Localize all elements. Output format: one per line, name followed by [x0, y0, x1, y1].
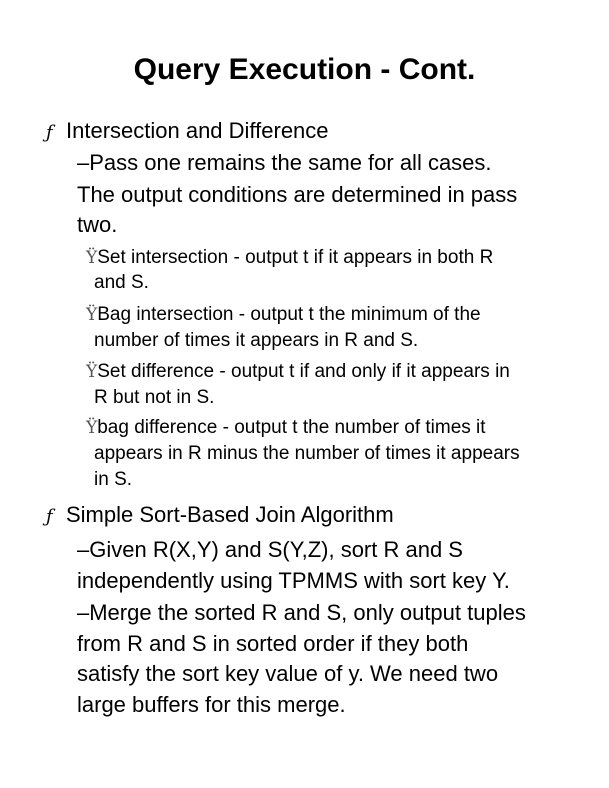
subitem-text-line: appears in R minus the number of times it appears: [94, 443, 520, 464]
bullet-icon: ƒ: [46, 506, 53, 527]
section-heading-text: Simple Sort-Based Join Algorithm: [66, 502, 394, 527]
bullet-icon: Ÿ: [86, 418, 98, 438]
slide-title: Query Execution - Cont.: [133, 53, 476, 86]
subitem-set-intersection: [86, 247, 493, 269]
section-heading-sort-join: [46, 502, 394, 530]
subitem-text-line: Bag intersection - output t the minimum of the: [97, 304, 481, 325]
subitem-text-line: R but not in S.: [94, 387, 215, 408]
subitem-bag-difference: [86, 417, 486, 439]
item-text-line: two.: [77, 212, 118, 237]
item-text-line: –Pass one remains the same for all cases.: [77, 150, 492, 175]
subitem-text-line: bag difference - output t the number of times it: [97, 417, 486, 438]
subitem-text-line: and S.: [94, 272, 149, 293]
subitem-bag-intersection: [86, 304, 481, 326]
subitem-text-line: number of times it appears in R and S.: [94, 330, 419, 351]
item-text-line: large buffers for this merge.: [77, 692, 346, 717]
section-heading-text: Intersection and Difference: [66, 118, 329, 143]
subitem-text-line: in S.: [94, 469, 133, 490]
bullet-icon: Ÿ: [86, 248, 98, 268]
bullet-icon: ƒ: [46, 122, 53, 143]
item-text-line: –Merge the sorted R and S, only output tuples: [77, 600, 526, 625]
subitem-text-line: Set difference - output t if and only if it appears in: [97, 361, 510, 382]
bullet-icon: Ÿ: [86, 362, 98, 382]
item-text-line: satisfy the sort key value of y. We need two: [77, 661, 499, 686]
bullet-icon: Ÿ: [86, 305, 98, 325]
item-text-line: independently using TPMMS with sort key Y.: [77, 568, 510, 593]
subitem-set-difference: [86, 361, 510, 383]
item-text-line: –Given R(X,Y) and S(Y,Z), sort R and S: [77, 537, 463, 562]
subitem-text-line: Set intersection - output t if it appears in both R: [97, 247, 494, 268]
item-text-line: The output conditions are determined in pass: [77, 182, 518, 207]
item-text-line: from R and S in sorted order if they both: [77, 631, 469, 656]
section-heading-intersection: [46, 118, 329, 146]
